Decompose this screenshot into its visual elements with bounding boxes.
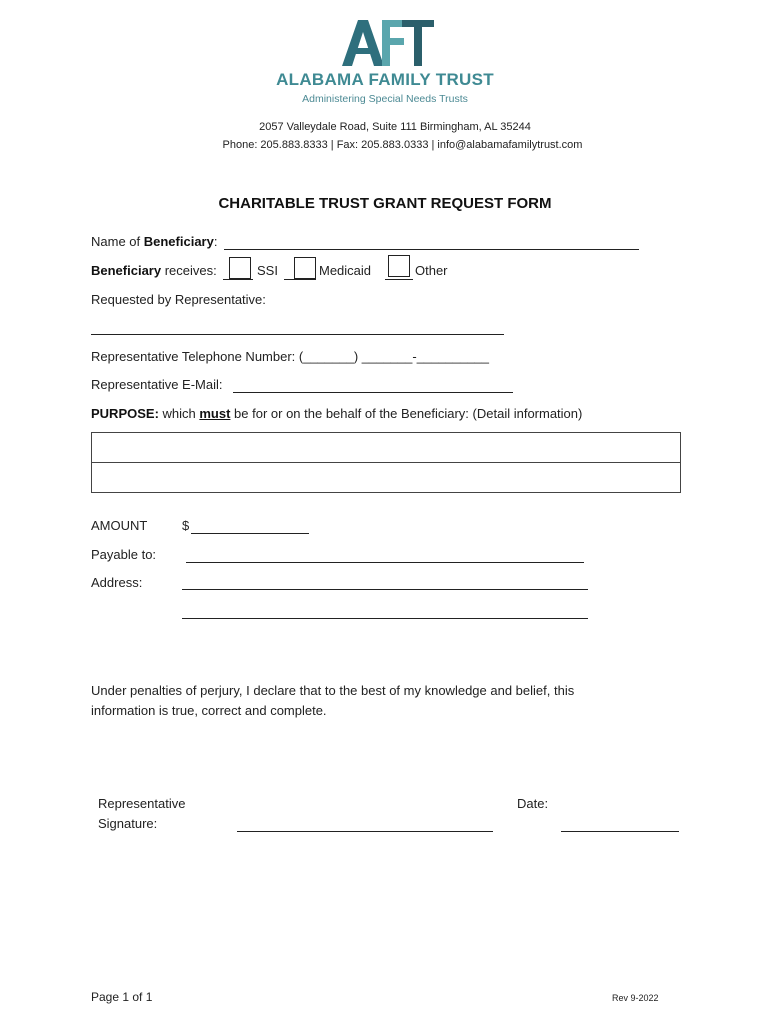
purpose-detail-row-1[interactable] (91, 432, 681, 463)
declaration-line-1: Under penalties of perjury, I declare that to the best of my knowledge and belief, this (91, 683, 575, 698)
signature-label-line-1: Representative (98, 796, 186, 811)
medicaid-checkbox[interactable] (294, 257, 316, 279)
medicaid-label: Medicaid (319, 263, 372, 278)
purpose-label: PURPOSE: which must be for or on the behalf of the Beneficiary: (Detail information) (91, 406, 583, 421)
address-field-line-1[interactable] (182, 589, 588, 590)
ssi-blank (223, 279, 253, 280)
amount-currency: $ (182, 518, 190, 533)
declaration-line-2: information is true, correct and complete. (91, 703, 327, 718)
ssi-checkbox[interactable] (229, 257, 251, 279)
org-name: ALABAMA FAMILY TRUST (276, 70, 494, 89)
representative-email-label: Representative E-Mail: (91, 377, 223, 392)
page-number: Page 1 of 1 (91, 990, 153, 1004)
beneficiary-name-label: Name of Beneficiary: (91, 234, 218, 249)
other-blank (385, 279, 413, 280)
beneficiary-receives-label: Beneficiary receives: (91, 263, 217, 278)
address-label: Address: (91, 575, 143, 590)
revision-label: Rev 9-2022 (612, 993, 659, 1003)
signature-field[interactable] (237, 831, 493, 832)
form-title: CHARITABLE TRUST GRANT REQUEST FORM (218, 195, 552, 212)
date-label: Date: (517, 796, 549, 811)
ssi-label: SSI (257, 263, 278, 278)
medicaid-blank (284, 279, 316, 280)
signature-label-line-2: Signature: (98, 816, 158, 831)
representative-email-field[interactable] (233, 392, 513, 393)
amount-label: AMOUNT (91, 518, 148, 533)
other-label: Other (415, 263, 448, 278)
representative-telephone-field[interactable]: Representative Telephone Number: (_______) _______-__________ (91, 349, 490, 364)
tagline: Administering Special Needs Trusts (302, 93, 468, 105)
date-field[interactable] (561, 831, 679, 832)
other-checkbox[interactable] (388, 255, 410, 277)
payable-to-field[interactable] (186, 562, 584, 563)
amount-field[interactable] (191, 533, 309, 534)
address-field-line-2[interactable] (182, 618, 588, 619)
payable-to-label: Payable to: (91, 547, 157, 562)
representative-name-field[interactable] (91, 334, 504, 335)
beneficiary-name-field[interactable] (224, 249, 639, 250)
purpose-detail-row-2[interactable] (91, 462, 681, 493)
aft-logo (340, 18, 436, 68)
requested-by-label: Requested by Representative: (91, 292, 266, 307)
org-contact: Phone: 205.883.8333 | Fax: 205.883.0333 | info@alabamafamilytrust.com (222, 139, 583, 151)
org-address: 2057 Valleydale Road, Suite 111 Birmingham, AL 35244 (259, 121, 531, 133)
